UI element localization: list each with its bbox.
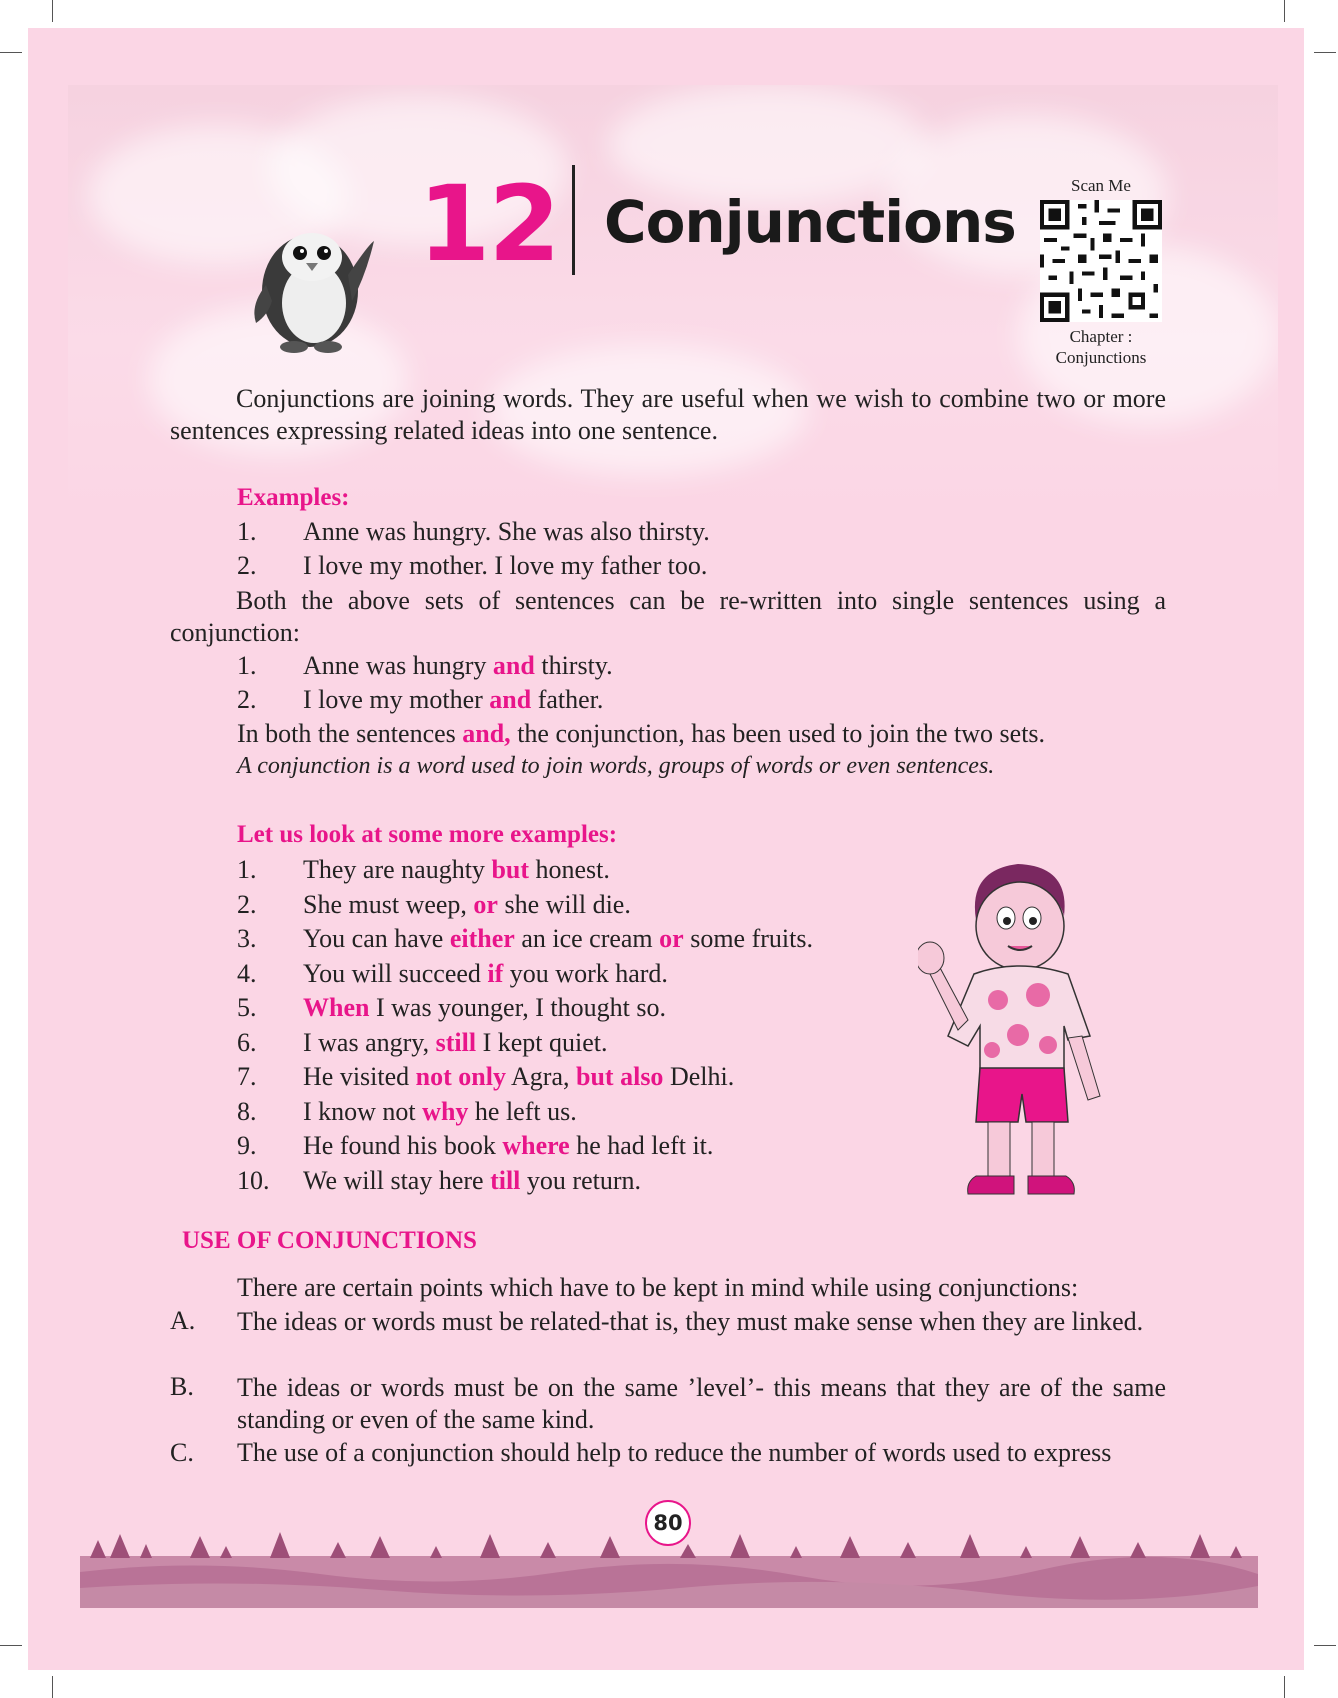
penguin-eye-left [293, 246, 307, 260]
text-segment: thirsty. [534, 651, 613, 680]
text-segment: you return. [520, 1166, 642, 1195]
boy-illustration [918, 850, 1118, 1210]
conjunction-keyword: or [473, 890, 498, 919]
more-example-sentence [303, 924, 813, 954]
both-sentence [237, 719, 1045, 749]
more-example-number: 7. [237, 1062, 257, 1091]
conjunction-keyword: not only [415, 1062, 506, 1091]
more-example-sentence [303, 1028, 607, 1058]
boy-leg-right [1032, 1122, 1054, 1178]
rewritten-number: 1. [237, 651, 257, 680]
boy-shoe-left [968, 1176, 1014, 1194]
text-segment: you work hard. [503, 959, 668, 988]
penguin-foot-left [280, 341, 308, 353]
text-segment: some fruits. [683, 924, 813, 953]
point-label: A. [170, 1306, 196, 1335]
more-example-number: 2. [237, 890, 257, 919]
boy-face [976, 882, 1064, 970]
rewritten-number: 2. [237, 685, 257, 714]
conjunction-keyword: or [659, 924, 684, 953]
text-segment: an ice cream [514, 924, 660, 953]
penguin-wing-raised [348, 241, 374, 301]
text-segment: he had left it. [569, 1131, 714, 1160]
qr-caption-line1: Chapter : [1069, 327, 1133, 346]
more-example-number: 6. [237, 1028, 257, 1057]
rewritten-sentence [303, 685, 603, 715]
more-example-number: 8. [237, 1097, 257, 1126]
text-segment: You will succeed [303, 959, 488, 988]
conjunction-keyword: but [491, 855, 530, 884]
point-label: C. [170, 1438, 194, 1467]
more-example-sentence [303, 855, 610, 885]
more-examples-heading: Let us look at some more examples: [237, 821, 618, 848]
more-example-number: 4. [237, 959, 257, 988]
boy-hand-waving [918, 942, 944, 974]
text-segment: I was younger, I thought so. [369, 993, 666, 1022]
text-segment: I kept quiet. [476, 1028, 608, 1057]
text-segment: father. [531, 685, 604, 714]
qr-chapter-caption [1030, 326, 1172, 368]
boy-shoe-right [1028, 1176, 1074, 1194]
text-segment: honest. [529, 855, 610, 884]
text-segment: In both the sentences [237, 719, 463, 748]
point-text: The ideas or words must be on the same ’level’- this means that they are of the same standing or even of the same kind. [237, 1373, 1166, 1434]
conjunction-keyword: either [449, 924, 515, 953]
qr-code[interactable] [1040, 200, 1162, 322]
text-segment: I know not [303, 1097, 423, 1126]
more-example-number: 9. [237, 1131, 257, 1160]
boy-shirt [948, 966, 1090, 1070]
text-segment: They are naughty [303, 855, 492, 884]
more-example-sentence [303, 1062, 734, 1092]
text-segment: Delhi. [663, 1062, 735, 1091]
text-segment: He visited [303, 1062, 416, 1091]
more-example-sentence [303, 1166, 641, 1196]
definition: A conjunction is a word used to join words, groups of words or even sentences. [237, 753, 995, 779]
conjunction-keyword: and [492, 651, 535, 680]
more-example-sentence [303, 993, 666, 1023]
conjunction-keyword: and, [462, 719, 511, 748]
chapter-number: 12 [418, 163, 559, 285]
text-segment: He found his book [303, 1131, 503, 1160]
more-example-sentence [303, 890, 631, 920]
point-text: The use of a conjunction should help to reduce the number of words used to express [237, 1438, 1112, 1467]
example-number: 2. [237, 551, 257, 580]
more-example-sentence [303, 1097, 577, 1127]
conjunction-keyword: but also [576, 1062, 664, 1091]
point-label: B. [170, 1372, 194, 1401]
boy-arm-down [1068, 1036, 1100, 1100]
conjunction-keyword: if [487, 959, 504, 988]
text-segment: the conjunction, has been used to join the two sets. [510, 719, 1046, 748]
text-segment: I love my mother [303, 685, 490, 714]
example-sentence: I love my mother. I love my father too. [303, 551, 708, 580]
penguin-foot-right [314, 341, 342, 353]
penguin-illustration [248, 205, 378, 355]
more-example-number: 3. [237, 924, 257, 953]
intro-paragraph: Conjunctions are joining words. They are useful when we wish to combine two or more sentences expressing related ideas into one sentence. [170, 384, 1166, 445]
text-segment: I was angry, [303, 1028, 436, 1057]
rewritten-sentence [303, 651, 613, 681]
text-segment: You can have [303, 924, 450, 953]
conjunction-keyword: When [303, 993, 370, 1022]
penguin-face [282, 233, 342, 281]
text-segment: We will stay here [303, 1166, 491, 1195]
conjunction-keyword: still [435, 1028, 477, 1057]
boy-shorts [976, 1068, 1068, 1122]
text-segment: Anne was hungry [303, 651, 493, 680]
more-example-number: 1. [237, 855, 257, 884]
conjunction-keyword: why [422, 1097, 469, 1126]
title-divider [572, 165, 575, 275]
example-number: 1. [237, 517, 257, 546]
qr-caption-line2: Conjunctions [1055, 348, 1147, 367]
text-segment: she will die. [497, 890, 631, 919]
chapter-title: Conjunctions [604, 188, 1016, 256]
text-segment: She must weep, [303, 890, 474, 919]
text-segment: Agra, [505, 1062, 577, 1091]
point-text: The ideas or words must be related-that is, they must make sense when they are linked. [237, 1307, 1144, 1336]
boy-leg-left [988, 1122, 1010, 1178]
more-example-number: 10. [237, 1166, 270, 1195]
rewrite-note: Both the above sets of sentences can be re-written into single sentences using a conjunction: [170, 586, 1166, 647]
qr-scan-label: Scan Me [1071, 176, 1131, 195]
penguin-eye-right [317, 246, 331, 260]
more-example-sentence [303, 959, 668, 989]
examples-heading: Examples: [237, 484, 350, 511]
conjunction-keyword: where [502, 1131, 570, 1160]
use-heading: USE OF CONJUNCTIONS [182, 1227, 477, 1254]
more-example-number: 5. [237, 993, 257, 1022]
conjunction-keyword: and [489, 685, 532, 714]
text-segment: he left us. [468, 1097, 577, 1126]
example-sentence: Anne was hungry. She was also thirsty. [303, 517, 710, 546]
more-example-sentence [303, 1131, 713, 1161]
use-intro: There are certain points which have to be kept in mind while using conjunctions: [237, 1273, 1079, 1302]
conjunction-keyword: till [490, 1166, 521, 1195]
page-number: 80 [645, 1500, 691, 1546]
